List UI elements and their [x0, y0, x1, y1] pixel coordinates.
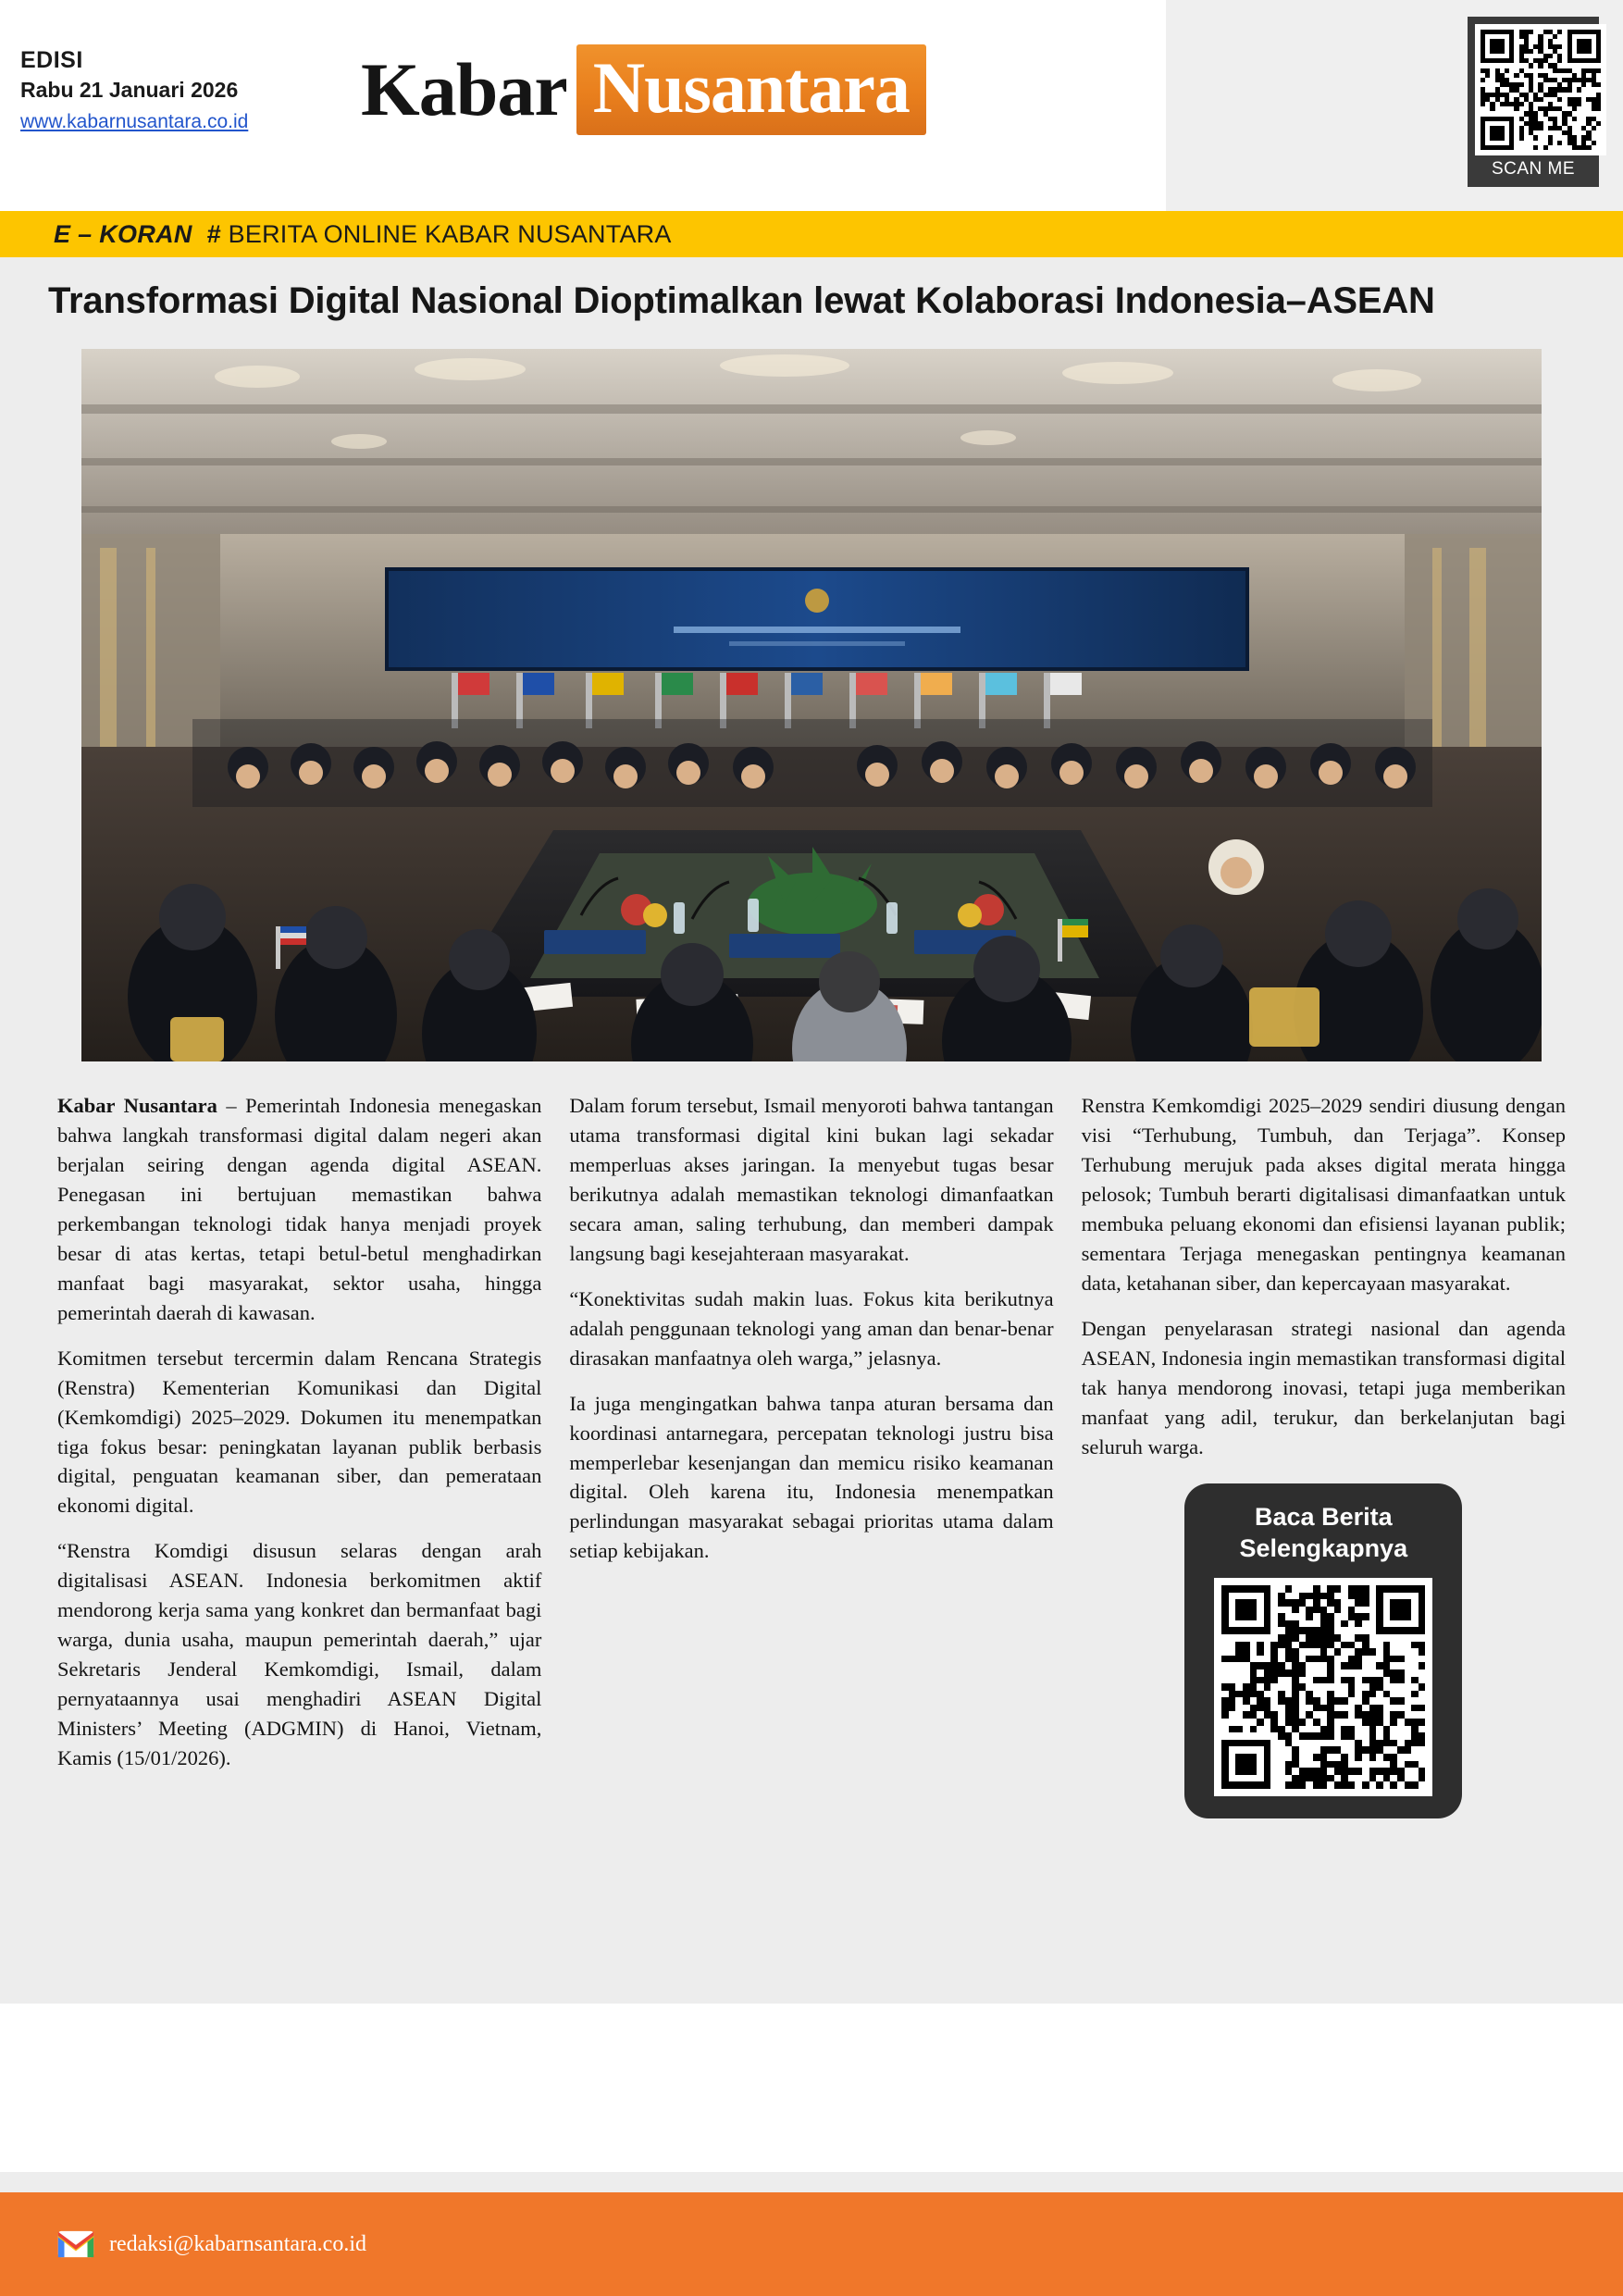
masthead [361, 44, 926, 135]
edition-block [20, 46, 335, 133]
cta-line-2: Selengkapnya [1239, 1534, 1408, 1563]
paragraph: “Konektivitas sudah makin luas. Fokus kita berikutnya adalah penggunaan teknologi yang aman dan benar-benar dirasakan manfaatnya oleh warga,” jelasnya. [569, 1286, 1054, 1370]
lead-publication-name: Kabar Nusantara [57, 1094, 217, 1118]
page-title: Transformasi Digital Nasional Dioptimalkan lewat Kolaborasi Indonesia–ASEAN [48, 280, 1435, 321]
ekoran-ribbon [0, 211, 1623, 257]
website-link[interactable]: www.kabarnusantara.co.id [20, 110, 249, 132]
paragraph: Dengan penyelarasan strategi nasional dan agenda ASEAN, Indonesia ingin memastikan transformasi digital tak hanya mendorong inovasi, tetapi juga memberikan manfaat yang adil, terukur, dan berkelanjutan bagi seluruh warga. [1081, 1316, 1566, 1458]
page-header [0, 0, 1623, 211]
paragraph: “Renstra Komdigi disusun selaras dengan arah digitalisasi ASEAN. Indonesia berkomitmen aktif mendorong kerja sama yang konkret dan bermanfaat bagi warga, dunia usaha, maupun pemerintah daerah,” ujar Sekretaris Jenderal Kemkomdigi, Ismail, dalam pernyataannya usai menghadiri ASEAN Digital Ministers’ Meeting (ADGMIN) di Hanoi, Vietnam, Kamis (15/01/2026). [57, 1539, 542, 1769]
cta-label [1203, 1502, 1443, 1565]
paragraph-text: – Pemerintah Indonesia menegaskan bahwa langkah transformasi digital dalam negeri akan berjalan seiring dengan agenda digital ASEAN. Penegasan ini bertujuan memastikan bahwa perkembangan teknologi tidak hanya menjadi proyek besar di atas kertas, tetapi betul-betul menghadirkan manfaat bagi masyarakat, sektor usaha, hingga pemerintah daerah di kawasan. [57, 1094, 542, 1324]
qr-code-icon[interactable] [1214, 1578, 1432, 1796]
masthead-highlight-box [576, 44, 926, 135]
read-more-cta[interactable] [1184, 1483, 1462, 1818]
article-body [0, 1078, 1623, 2004]
paragraph: Ia juga mengingatkan bahwa tanpa aturan bersama dan koordinasi antarnegara, percepatan teknologi justru bisa memperlebar kesenjangan dan memicu risiko keamanan digital. Oleh karena itu, Indonesia menempatkan perlindungan masyarakat sebagai prioritas utama dalam setiap kebijakan. [569, 1391, 1054, 1563]
scan-me-caption: SCAN ME [1468, 155, 1599, 187]
gmail-icon [57, 2230, 94, 2258]
edition-label: EDISI [20, 47, 83, 73]
photo-area [0, 349, 1623, 1078]
ekoran-label: E – KORAN [54, 219, 192, 248]
ekoran-subtitle-wrap [207, 220, 672, 249]
footer-email[interactable]: redaksi@kabarnsantara.co.id [109, 2231, 366, 2256]
article-column-1 [57, 1091, 541, 2004]
paragraph [57, 1091, 541, 1328]
page-footer [0, 2192, 1623, 2296]
headline-area [0, 257, 1623, 349]
article-column-2 [569, 1091, 1053, 2004]
header-qr-block[interactable] [1468, 17, 1599, 187]
qr-code-icon[interactable] [1475, 24, 1606, 155]
paragraph: Renstra Kemkomdigi 2025–2029 sendiri diusung dengan visi “Terhubung, Tumbuh, dan Terjaga”. Konsep Terhubung merujuk pada akses digital merata hingga pelosok; Tumbuh berarti digitalisasi dimanfaatkan untuk membuka peluang ekonomi dan efisiensi layanan publik; sementara Terjaga menegaskan pentingnya keamanan data, ketahanan siber, dan kepercayaan masyarakat. [1081, 1094, 1566, 1295]
cta-line-1: Baca Berita [1255, 1503, 1393, 1532]
ekoran-subtitle: BERITA ONLINE KABAR NUSANTARA [228, 219, 672, 248]
hash-symbol: # [206, 219, 221, 248]
masthead-word-nusantara: Nusantara [592, 47, 910, 128]
masthead-word-kabar: Kabar [361, 46, 567, 131]
conference-hall-illustration [81, 349, 1542, 1061]
paragraph: Komitmen tersebut tercermin dalam Rencana Strategis (Renstra) Kementerian Komunikasi dan Digital (Kemkomdigi) 2025–2029. Dokumen itu menempatkan tiga fokus besar: peningkatan layanan publik berbasis digital, penguatan keamanan siber, dan pemerataan ekonomi digital. [57, 1346, 542, 1518]
article-photo [81, 349, 1542, 1061]
footer-spacer [0, 2172, 1623, 2192]
header-qr-frame [1468, 17, 1599, 155]
article-column-3 [1082, 1091, 1566, 2004]
edition-date: Rabu 21 Januari 2026 [20, 78, 239, 102]
paragraph: Dalam forum tersebut, Ismail menyoroti bahwa tantangan utama transformasi digital kini bukan lagi sekadar memperluas akses jaringan. Ia menyebut tugas besar berikutnya adalah memastikan teknologi dimanfaatkan secara aman, saling terhubung, dan memberi dampak langsung bagi kesejahteraan masyarakat. [569, 1094, 1054, 1265]
